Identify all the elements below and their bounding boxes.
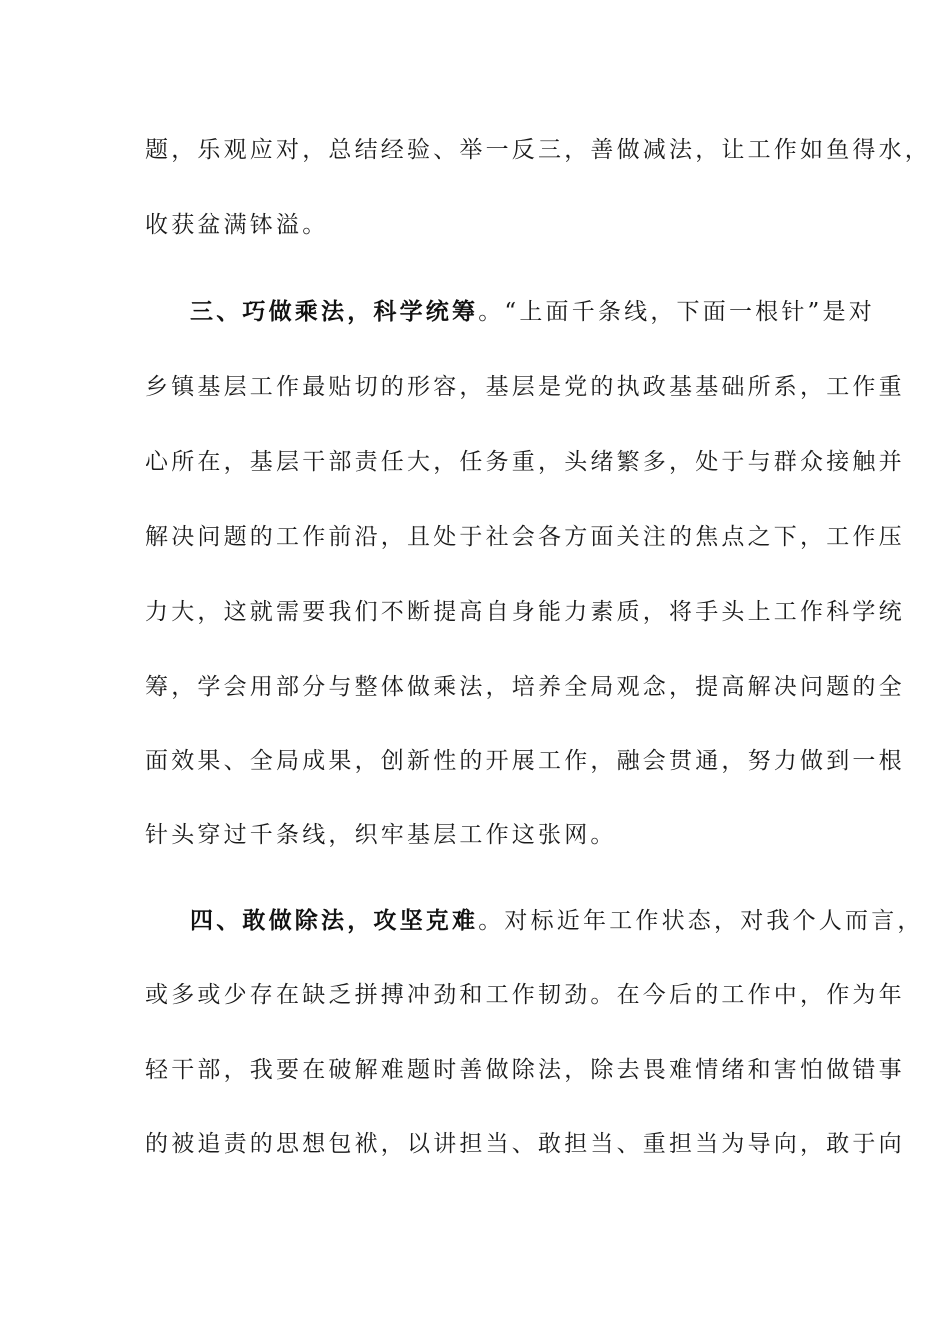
paragraph-first-line: [190, 292, 875, 332]
body-line: 筹，学会用部分与整体做乘法，培养全局观念，提高解决问题的全: [145, 674, 905, 700]
section-heading: 三、巧做乘法，科学统筹: [190, 299, 479, 325]
body-line: 心所在，基层干部责任大，任务重，头绪繁多，处于与群众接触并: [145, 449, 905, 475]
body-line: 轻干部，我要在破解难题时善做除法，除去畏难情绪和害怕做错事: [145, 1057, 905, 1083]
body-line: 的被追责的思想包袱，以讲担当、敢担当、重担当为导向，敢于向: [145, 1131, 905, 1157]
body-text: 。“上面千条线，下面一根针”是对: [478, 299, 875, 325]
section-heading: 四、敢做除法，攻坚克难: [190, 908, 479, 934]
body-line: 针头穿过千条线，织牢基层工作这张网。: [145, 822, 617, 848]
paragraph-first-line: [190, 901, 924, 941]
body-line: 题，乐观应对，总结经验、举一反三，善做减法，让工作如鱼得水，: [145, 137, 931, 163]
body-line: 乡镇基层工作最贴切的形容，基层是党的执政基基础所系，工作重: [145, 374, 905, 400]
body-text: 。对标近年工作状态，对我个人而言，: [478, 908, 924, 934]
body-line: 或多或少存在缺乏拼搏冲劲和工作韧劲。在今后的工作中，作为年: [145, 982, 905, 1008]
body-line: 面效果、全局成果，创新性的开展工作，融会贯通，努力做到一根: [145, 748, 905, 774]
body-line: 收获盆满钵溢。: [145, 212, 329, 238]
body-line: 解决问题的工作前沿，且处于社会各方面关注的焦点之下，工作压: [145, 524, 905, 550]
body-line: 力大，这就需要我们不断提高自身能力素质，将手头上工作科学统: [145, 599, 905, 625]
